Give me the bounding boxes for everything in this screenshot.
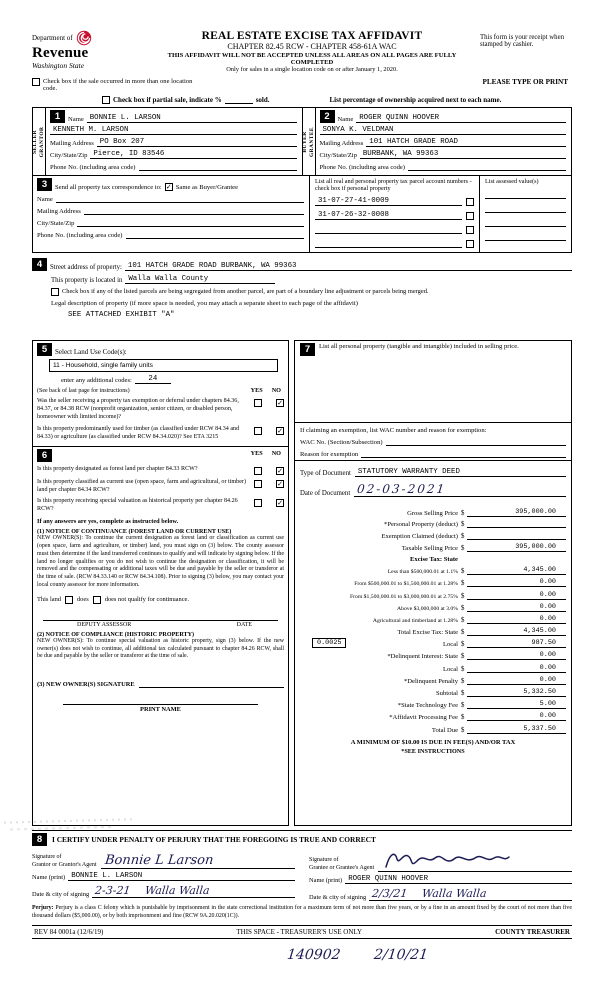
state-technology-fee-label: *State Technology Fee (397, 702, 458, 710)
current-use-question: Is this property classified as current use (open space, farm and agricultural, or timber) land per chapter 84.34 RCW? (37, 478, 246, 493)
notice-continuance-title: (1) NOTICE OF CONTINUANCE (FOREST LAND OR CURRENT USE) (37, 529, 232, 536)
parcel-personal-checkbox[interactable] (466, 226, 474, 234)
delinquent-interest-state-value[interactable]: 0.00 (467, 651, 566, 660)
grantee-name-print-label: Name (print) (309, 877, 343, 884)
legal-description-blank[interactable] (32, 319, 572, 337)
does-not-qualify-checkbox[interactable] (93, 596, 101, 604)
reason-field[interactable] (361, 449, 566, 458)
corr-phone-label: Phone No. (including area code) (37, 232, 123, 239)
date-label: DATE (236, 621, 252, 628)
corr-mailing-label: Mailing Address (37, 208, 81, 215)
grantor-signature-handwriting: Bonnie L Larson (103, 853, 214, 868)
land-use-title: Select Land Use Code(s): (55, 348, 127, 356)
dollar-sign: $ (461, 532, 465, 540)
partial-sale-label: Check box if partial sale, indicate % (113, 96, 222, 104)
dollar-sign: $ (461, 604, 465, 612)
taxable-selling-price-value[interactable]: 395,000.00 (467, 543, 566, 552)
rev-number: REV 84 0001a (12/6/19) (34, 928, 104, 937)
located-in-label: This property is located in (51, 277, 123, 284)
taxable-selling-price-label: Taxable Selling Price (401, 544, 458, 552)
tax-correspondence-section (32, 176, 572, 253)
receipt-note: This form is your receipt when stamped by cashier. (480, 34, 564, 48)
state-technology-fee-value[interactable]: 5.00 (467, 700, 566, 709)
grantor-signature-block (32, 849, 295, 901)
buyer-mailing-label: Mailing Address (319, 140, 364, 147)
additional-codes-label: enter any additional codes: (61, 377, 132, 384)
single-location-note: Only for sales in a single location code on or after January 1, 2020. (226, 66, 398, 73)
rate-1-1-label: Less than $500,000.01 at 1.1% (387, 569, 458, 576)
parcel-field[interactable] (315, 239, 462, 248)
yes-header: YES (250, 449, 263, 457)
grantor-word: GRANTOR (39, 126, 45, 157)
grantee-city-handwriting: Walla Walla (420, 887, 487, 900)
county-treasurer-label: COUNTY TREASURER (495, 928, 570, 937)
doc-type-label: Type of Document (300, 470, 351, 477)
parcel-field[interactable] (315, 225, 462, 234)
legal-description-label: Legal description of property (if more space is needed, you may attach a separate sheet to each page of the affidavit) (51, 300, 358, 307)
dollar-sign: $ (461, 580, 465, 588)
exemption-claimed-value[interactable] (467, 532, 566, 540)
washington-state-label: Washington State (32, 61, 85, 70)
dollar-sign: $ (461, 702, 465, 710)
excise-tax-state-header: Excise Tax: State (410, 555, 458, 563)
grantee-date-handwriting: 2/3/21 (371, 887, 409, 900)
notice-compliance-title: (2) NOTICE OF COMPLIANCE (HISTORIC PROPERTY) (37, 631, 195, 638)
personal-property-title: List all personal property (tangible and intangible) included in selling price. (319, 343, 519, 350)
q1-no-checkbox[interactable]: ✓ (277, 399, 283, 407)
personal-property-blank[interactable] (300, 356, 566, 420)
forest-no-checkbox[interactable]: ✓ (277, 466, 283, 475)
corr-city-field[interactable] (77, 218, 304, 227)
partial-sale-percent-field[interactable] (225, 96, 253, 104)
grantee-signature-field[interactable] (378, 849, 572, 872)
assessed-value-field[interactable] (485, 218, 566, 227)
corr-phone-field[interactable] (126, 230, 304, 239)
dor-logo (32, 30, 144, 70)
agricultural-timberland-label: Agricultural and timberland at 1.28% (372, 617, 458, 624)
certification-section (32, 830, 572, 923)
dollar-sign: $ (461, 592, 465, 600)
grantor-sig-label-2: Grantor or Grantor's Agent (32, 861, 97, 868)
local-rate-box: 0.0025 (312, 638, 346, 648)
parcel-field[interactable]: 31-07-27-41-0009 (315, 197, 462, 206)
print-name-label: PRINT NAME (140, 706, 181, 714)
land-use-section (33, 341, 288, 446)
corr-city-label: City/State/Zip (37, 220, 75, 227)
grantor-signature-field[interactable] (101, 849, 295, 869)
delinquent-interest-state-label: *Delinquent Interest: State (387, 653, 458, 661)
does-label: does (76, 596, 89, 604)
seller-name-field[interactable]: BONNIE L. LARSON (87, 114, 297, 123)
excise-tax-table (300, 505, 566, 734)
yes-header: YES (250, 387, 263, 394)
seller-word: SELLER (31, 129, 38, 154)
grantee-name-print-field[interactable]: ROGER QUINN HOOVER (345, 875, 572, 884)
total-excise-state-label: Total Excise Tax: State (397, 629, 458, 637)
dollar-sign: $ (461, 510, 465, 518)
current-use-no-checkbox[interactable]: ✓ (277, 479, 283, 488)
revenue-wordmark: Revenue (32, 45, 89, 61)
dollar-sign: $ (461, 690, 465, 697)
new-owners-signature-label: (3) NEW OWNER(S) SIGNATURE (37, 681, 135, 689)
print-name-line[interactable] (63, 704, 258, 713)
street-address-label: Street address of property: (50, 264, 122, 271)
parcel-header: List all real and personal property tax parcel account numbers - check box if personal property (315, 178, 472, 192)
notice-continuance-body: NEW OWNER(S): To continue the current designation as forest land or classification as current use (open space, farm and agriculture, or timber) land, you must sign on (3) below. The county assessor must then determine if the land transferred continues to qualify and will indicate by signing below. If the land no longer qualifies or you do not wish to continue the designation or classification, it will be removed and the compensating or additional taxes will be due and payable by the seller or transferor at the time of sale. (RCW 84.33.140 or RCW 84.34.108). Prior to signing (3) below, you may contact your local county assessor for more information. (37, 535, 284, 588)
dollar-sign: $ (461, 521, 465, 529)
treasurer-space-label: THIS SPACE - TREASURER'S USE ONLY (236, 928, 363, 937)
timber-agriculture-question: Is this property predominantly used for timber (as classified under RCW 84.34 and 84.33) or agriculture (as classified under RCW 84.34.020)? See ETA 3215 (37, 425, 240, 440)
land-use-code-select[interactable] (49, 359, 278, 372)
no-header: NO (271, 449, 281, 457)
corr-mailing-field[interactable] (84, 206, 304, 215)
total-due-label: Total Due (431, 726, 458, 734)
personal-property-deduct-label: *Personal Property (deduct) (384, 521, 458, 529)
delinquent-interest-local-label: Local (442, 665, 458, 673)
form-title: REAL ESTATE EXCISE TAX AFFIDAVIT (201, 30, 423, 42)
rate-1-1-value[interactable]: 4,345.00 (467, 566, 566, 575)
grantee-date-field[interactable] (369, 887, 572, 901)
see-back-note: (See back of last page for instructions) (37, 388, 130, 394)
subtotal-value[interactable]: 5,332.50 (467, 688, 566, 697)
seller-phone-label: Phone No. (including area code) (50, 164, 136, 171)
land-use-column (32, 340, 289, 826)
seller-mailing-field[interactable]: PO Box 207 (97, 138, 297, 147)
local-tax-label: Local (442, 641, 458, 649)
tax-computation-column (294, 340, 572, 826)
segregated-checkbox[interactable] (51, 288, 59, 296)
street-address-field[interactable]: 101 HATCH GRADE ROAD BURBANK, WA 99363 (125, 262, 572, 271)
affidavit-processing-fee-value[interactable]: 0.00 (467, 712, 566, 721)
form-footer (32, 925, 572, 939)
buyer-phone-field[interactable] (408, 162, 566, 171)
grantor-name-print-field[interactable]: BONNIE L. LARSON (68, 872, 295, 881)
certify-statement: I CERTIFY UNDER PENALTY OF PERJURY THAT THE FOREGOING IS TRUE AND CORRECT (52, 835, 376, 844)
grantee-date-label: Date & city of signing (309, 894, 367, 901)
buyer-word: BUYER (301, 130, 308, 153)
revenue-swirl-icon (76, 30, 92, 46)
multi-location-checkbox[interactable] (32, 78, 40, 86)
grantor-date-handwriting: 2-3-21 (94, 884, 132, 897)
buyer-name2-field[interactable]: SONYA K. VELDMAN (320, 126, 567, 135)
dollar-sign: $ (461, 653, 465, 661)
assessed-values-header: List assessed value(s) (485, 178, 539, 185)
buyer-city-field[interactable]: BURBANK, WA 99363 (360, 150, 566, 159)
section-7-badge: 7 (300, 343, 315, 356)
partial-sold-label: sold. (255, 96, 270, 104)
reason-label: Reason for exemption (300, 451, 359, 458)
historic-no-checkbox[interactable]: ✓ (277, 499, 283, 508)
q2-yes-checkbox[interactable] (254, 427, 262, 435)
seller-name2-field[interactable]: KENNETH M. LARSON (50, 126, 297, 135)
local-tax-value[interactable]: 987.50 (467, 639, 566, 648)
dollar-sign: $ (461, 641, 465, 649)
parcel-personal-checkbox[interactable] (466, 240, 474, 248)
corr-name-label: Name (37, 196, 53, 203)
deputy-assessor-label: DEPUTY ASSESSOR (77, 621, 132, 628)
same-as-buyer-label: Same as Buyer/Grantee (175, 184, 239, 191)
assessed-value-field[interactable] (485, 190, 566, 199)
this-land-label: This land (37, 596, 61, 604)
dollar-sign: $ (461, 726, 465, 734)
does-qualify-checkbox[interactable] (65, 596, 73, 604)
ownership-note: List percentage of ownership acquired next to each name. (329, 96, 502, 104)
segregated-label: Check box if any of the listed parcels are being segregated from another parcel, are part of a boundary line adjustment or parcels being merged. (62, 288, 429, 295)
buyer-name-label: Name (337, 116, 354, 123)
delinquent-interest-local-value[interactable]: 0.00 (467, 664, 566, 673)
buyer-city-label: City/State/Zip (319, 152, 357, 159)
section-2-badge: 2 (320, 110, 335, 123)
doc-date-label: Date of Document (300, 490, 351, 497)
grantor-date-field[interactable] (92, 884, 295, 898)
assessed-value-field[interactable] (485, 232, 566, 241)
grantee-sig-label-2: Grantee or Grantee's Agent (309, 864, 375, 871)
parties-section (32, 107, 572, 176)
multi-location-label: Check box if the sale occurred in more than one location code. (43, 78, 193, 92)
dollar-sign: $ (461, 568, 465, 576)
spacer (458, 555, 566, 563)
dollar-sign: $ (461, 665, 465, 673)
faint-stamp (4, 816, 132, 835)
parcel-field[interactable]: 31-07-26-32-0008 (315, 211, 462, 220)
grantor-date-label: Date & city of signing (32, 891, 90, 898)
minimum-due-note: A MINIMUM OF $10.00 IS DUE IN FEE(S) AND/OR TAX (350, 738, 516, 746)
grantor-name-print-label: Name (print) (32, 874, 66, 881)
exemption-claimed-label: Exemption Claimed (deduct) (381, 532, 458, 540)
form-header (32, 30, 572, 73)
q2-no-checkbox[interactable]: ✓ (277, 426, 283, 435)
gross-selling-price-label: Gross Selling Price (407, 510, 458, 518)
historic-property-question: Is this property receiving special valuation as historical property per chapter 84.26 RCW? (37, 498, 238, 513)
section-4-badge: 4 (32, 258, 47, 271)
grantor-sig-label-1: Signature of (32, 854, 62, 860)
perjury-label: Perjury: (32, 905, 54, 911)
gross-selling-price-value[interactable]: 395,000.00 (467, 508, 566, 517)
treasurer-stamp-area (287, 947, 572, 963)
dollar-sign: $ (461, 616, 465, 624)
dollar-sign: $ (461, 677, 465, 685)
doc-date-field[interactable] (354, 482, 566, 497)
seller-panel (33, 108, 302, 175)
agricultural-timberland-value[interactable]: 0.00 (467, 615, 566, 624)
exemption-intro: If claiming an exemption, list WAC number and reason for exemption: (300, 427, 487, 434)
dept-of-label: Department of (32, 34, 73, 42)
no-header: NO (271, 387, 281, 394)
section-6-badge: 6 (37, 449, 52, 462)
rate-2-75-label: From $1,500,000.01 to $3,000,000.01 at 2.75% (349, 593, 458, 600)
county-field[interactable]: Walla Walla County (125, 275, 275, 284)
q1-yes-checkbox[interactable] (254, 399, 262, 407)
if-yes-note: If any answers are yes, complete as instructed below. (37, 518, 179, 526)
delinquent-penalty-label: *Delinquent Penalty (403, 677, 458, 685)
deputy-assessor-signature-line[interactable] (43, 620, 278, 628)
assessed-value-field[interactable] (485, 204, 566, 213)
forest-yes-checkbox[interactable] (254, 467, 262, 475)
buyer-side-label (303, 108, 316, 175)
new-owners-signature-field[interactable] (139, 679, 284, 688)
does-not-label: does not qualify for continuance. (104, 596, 189, 604)
personal-property-deduct-value[interactable] (467, 520, 566, 528)
partial-sale-checkbox[interactable] (102, 96, 110, 104)
seller-city-field[interactable]: Pierce, ID 83546 (90, 150, 296, 159)
parcel-personal-checkbox[interactable] (466, 212, 474, 220)
seller-city-label: City/State/Zip (50, 152, 88, 159)
seller-name-label: Name (68, 116, 84, 123)
historic-yes-checkbox[interactable] (254, 499, 262, 507)
corr-name-field[interactable] (56, 194, 304, 203)
dollar-sign: $ (461, 544, 465, 552)
forest-land-question: Is this property designated as forest land per chapter 84.33 RCW? (37, 465, 198, 472)
exemption-deferral-question: Was the seller receiving a property tax exemption or deferral under chapters 84.36, 84.37, or 84.38 RCW (nonprofit organization, senior citizen, or disabled person, homeowner with limited income)? (37, 398, 239, 420)
subtotal-label: Subtotal (436, 690, 458, 697)
section-8-badge: 8 (32, 833, 47, 846)
property-address-section (32, 258, 572, 337)
buyer-mailing-field[interactable]: 101 HATCH GRADE ROAD (366, 138, 566, 147)
affidavit-processing-fee-label: *Affidavit Processing Fee (389, 714, 458, 722)
rate-2-75-value[interactable]: 0.00 (467, 591, 566, 600)
same-as-buyer-checkbox[interactable]: ✓ (165, 183, 172, 191)
section-3-badge: 3 (37, 178, 52, 191)
seller-phone-field[interactable] (139, 162, 297, 171)
dollar-sign: $ (461, 629, 465, 637)
perjury-body: Perjury is a class C felony which is punishable by imprisonment in the state correctional institution for a maximum term of not more than five years, or by a fine in an amount fixed by the court of not more than five thousand dollars ($5,000.00), or by both imprisonment and fine (RCW 9A.20.020(1C)). (32, 905, 572, 919)
doc-type-field[interactable]: STATUTORY WARRANTY DEED (355, 468, 566, 477)
grantee-word: GRANTEE (308, 126, 315, 157)
rate-1-28-value[interactable]: 0.00 (467, 578, 566, 587)
grantor-city-handwriting: Walla Walla (143, 884, 210, 897)
total-excise-state-value[interactable]: 4,345.00 (467, 627, 566, 636)
additional-codes-field[interactable]: 24 (135, 375, 171, 384)
buyer-name-field[interactable]: ROGER QUINN HOOVER (356, 114, 566, 123)
please-type-label: PLEASE TYPE OR PRINT (482, 78, 568, 86)
buyer-phone-label: Phone No. (including area code) (319, 164, 406, 171)
form-warning: THIS AFFIDAVIT WILL NOT BE ACCEPTED UNLESS ALL AREAS ON ALL PAGES ARE FULLY COMPLETED (167, 52, 457, 66)
send-correspondence-label: Send all property tax correspondence to: (55, 184, 162, 191)
dollar-sign: $ (461, 714, 465, 722)
receipt-number-handwriting: 140902 (286, 947, 342, 964)
seller-side-label (33, 108, 46, 175)
legal-description-value: SEE ATTACHED EXHIBIT "A" (68, 311, 175, 319)
section-5-badge: 5 (37, 343, 52, 356)
parcel-personal-checkbox[interactable] (466, 198, 474, 206)
rate-3-0-label: Above $3,000,000 at 3.0% (397, 605, 458, 612)
classification-section (33, 446, 288, 825)
divider (295, 422, 571, 423)
seller-mailing-label: Mailing Address (50, 140, 94, 147)
current-use-yes-checkbox[interactable] (254, 480, 262, 488)
grantee-signature-block (309, 849, 572, 901)
total-due-value[interactable]: 5,337.50 (467, 725, 566, 734)
doc-date-handwriting: 02-03-2021 (356, 482, 448, 496)
notice-compliance-body: NEW OWNER(S): To continue special valuation as historic property, sign (3) below. If the new owner(s) does not wish to continue, all additional tax calculated pursuant to chapter 84.26 RCW, shall be due and payable by the seller or transferor at the time of sale. (37, 637, 284, 660)
grantee-signature-scribble (382, 849, 512, 871)
receipt-date-handwriting: 2/10/21 (373, 947, 430, 964)
grantee-sig-label-1: Signature of (309, 857, 339, 863)
land-use-code-value: 11 - Household, single family units (53, 362, 153, 369)
buyer-panel (302, 108, 572, 175)
rate-3-0-value[interactable]: 0.00 (467, 603, 566, 612)
rate-1-28-label: From $500,000.01 to $1,500,000.01 at 1.28% (354, 581, 458, 588)
wac-field[interactable] (386, 437, 566, 446)
section-1-badge: 1 (50, 110, 65, 123)
form-subtitle: CHAPTER 82.45 RCW - CHAPTER 458-61A WAC (227, 42, 397, 51)
divider (295, 460, 571, 461)
delinquent-penalty-value[interactable]: 0.00 (467, 676, 566, 685)
wac-label: WAC No. (Section/Subsection) (300, 439, 383, 446)
see-instructions-note: *SEE INSTRUCTIONS (401, 747, 465, 755)
